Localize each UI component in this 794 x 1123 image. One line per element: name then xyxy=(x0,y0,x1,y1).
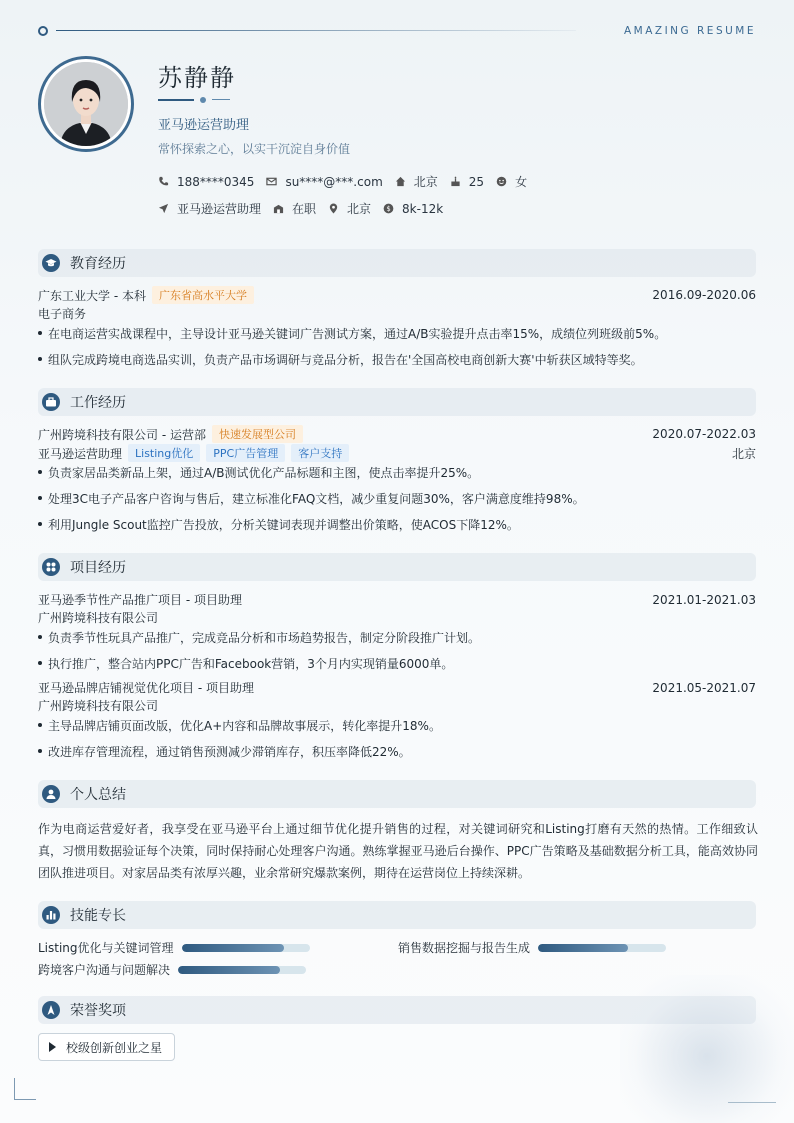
project-date: 2021.05-2021.07 xyxy=(652,680,756,695)
education-bullet: 组队完成跨境电商选品实训，负责产品市场调研与竞品分析，报告在'全国高校电商创新大赛'中斩获区域特等奖。 xyxy=(38,351,756,368)
skill-bar-fill xyxy=(182,944,284,952)
phone-value: 188****0345 xyxy=(177,174,255,189)
intent-job-item xyxy=(158,200,261,217)
user-icon xyxy=(42,785,60,803)
status-value: 在职 xyxy=(292,202,317,216)
age-item xyxy=(450,175,484,189)
work-bullet: 负责家居品类新品上架，通过A/B测试优化产品标题和主图，使点击率提升25%。 xyxy=(38,464,756,481)
summary-text: 作为电商运营爱好者，我享受在亚马逊平台上通过细节优化提升销售的过程，对关键词研究和Listing打磨有天然的热情。工作细致认真，习惯用数据验证每个决策，同时保持耐心处理客户沟通。熟练掌握亚马逊后台操作、PPC广告策略及基础数据分析工具，能高效协同团队推进项目。对家居品类有浓厚兴趣，业余常研究爆款案例，期待在运营岗位上持续深耕。 xyxy=(38,822,758,880)
project-company: 广州跨境科技有限公司 xyxy=(38,699,159,713)
project-bullet: 执行推广，整合站内PPC广告和Facebook营销，3个月内实现销量6000单。 xyxy=(38,655,756,672)
section-education-header xyxy=(38,249,756,277)
salary-item xyxy=(383,202,443,216)
section-skills-header xyxy=(38,901,756,929)
skill-bar xyxy=(182,944,310,952)
email-value: su****@***.com xyxy=(285,174,383,189)
top-decoration xyxy=(38,26,756,38)
decorative-blur xyxy=(620,975,794,1123)
home-item xyxy=(395,173,438,190)
section-summary-header xyxy=(38,780,756,808)
project-company-line xyxy=(38,697,756,714)
project-date: 2021.01-2021.03 xyxy=(652,592,756,607)
building-icon xyxy=(273,203,284,214)
location-item xyxy=(328,200,371,217)
honor-label: 校级创新创业之星 xyxy=(66,1040,163,1055)
project-bullet: 改进库存管理流程，通过销售预测减少滞销库存，积压率降低22%。 xyxy=(38,743,756,760)
project-title: 亚马逊品牌店铺视觉优化项目 - 项目助理 xyxy=(38,681,254,695)
work-date: 2020.07-2022.03 xyxy=(652,427,756,441)
skill-name: Listing优化与关键词管理 xyxy=(38,941,174,955)
skill-item xyxy=(38,961,306,978)
corner-line-decoration xyxy=(728,1102,776,1103)
work-bullet: 处理3C电子产品客户咨询与售后，建立标准化FAQ文档，减少重复问题30%，客户满意度维持98%。 xyxy=(38,490,756,507)
send-icon xyxy=(158,203,169,214)
education-school-line xyxy=(38,286,756,304)
gender-item xyxy=(496,173,527,190)
location-value: 北京 xyxy=(347,202,372,216)
circle-icon xyxy=(38,26,48,36)
phone-icon xyxy=(158,176,169,187)
honor-item xyxy=(38,1033,175,1061)
work-bullet: 利用Jungle Scout监控广告投放，分析关键词表现并调整出价策略，使ACOS下降12%。 xyxy=(38,516,756,533)
skill-tag: Listing优化 xyxy=(128,444,200,462)
project-company: 广州跨境科技有限公司 xyxy=(38,611,159,625)
divider xyxy=(56,30,576,31)
skill-item xyxy=(398,939,666,956)
triangle-right-icon xyxy=(49,1042,56,1052)
corner-decoration xyxy=(14,1078,36,1100)
project-title: 亚马逊季节性产品推广项目 - 项目助理 xyxy=(38,593,242,607)
intent-job-value: 亚马逊运营助理 xyxy=(177,202,262,216)
age-value: 25 xyxy=(468,174,485,189)
education-bullet: 在电商运营实战课程中，主导设计亚马逊关键词广告测试方案，通过A/B实验提升点击率15%，成绩位列班级前5%。 xyxy=(38,325,756,342)
section-title: 技能专长 xyxy=(70,908,126,924)
money-icon xyxy=(383,203,394,214)
project-company-line xyxy=(38,609,756,626)
motto: 常怀探索之心，以实干沉淀自身价值 xyxy=(158,142,351,156)
smile-icon xyxy=(496,176,507,187)
location-pin-icon xyxy=(328,203,339,214)
mail-icon xyxy=(266,176,277,187)
grid-icon xyxy=(42,558,60,576)
section-title: 工作经历 xyxy=(70,395,126,411)
section-title: 荣誉奖项 xyxy=(70,1003,126,1019)
company-tag: 快速发展型公司 xyxy=(212,425,303,443)
section-title: 教育经历 xyxy=(70,256,126,272)
work-company-line xyxy=(38,425,756,443)
skill-bar xyxy=(178,966,306,974)
svg-text:$: $ xyxy=(386,204,391,213)
section-title: 项目经历 xyxy=(70,560,126,576)
phone-item xyxy=(158,175,254,189)
job-title: 亚马逊运营助理 xyxy=(158,118,250,133)
skill-bar-fill xyxy=(538,944,628,952)
person-photo-icon xyxy=(44,62,128,146)
project-bullet: 主导品牌店铺页面改版，优化A+内容和品牌故事展示，转化率提升18%。 xyxy=(38,717,756,734)
salary-value: 8k-12k xyxy=(402,201,444,216)
major: 电子商务 xyxy=(38,307,87,321)
project-title-line xyxy=(38,679,756,696)
brand-text: AMAZING RESUME xyxy=(623,25,756,37)
status-item xyxy=(273,200,316,217)
section-projects-header xyxy=(38,553,756,581)
briefcase-icon xyxy=(42,393,60,411)
skill-bar xyxy=(538,944,666,952)
skill-name: 销售数据挖掘与报告生成 xyxy=(398,941,531,955)
home-icon xyxy=(395,176,406,187)
work-role: 亚马逊运营助理 xyxy=(38,446,123,461)
home-value: 北京 xyxy=(413,175,438,189)
candidate-name: 苏静静 xyxy=(158,64,236,92)
gender-value: 女 xyxy=(515,175,528,189)
school-tag: 广东省高水平大学 xyxy=(152,286,254,304)
project-title-line xyxy=(38,591,756,608)
skill-item xyxy=(38,939,310,956)
school-name: 广东工业大学 - 本科 xyxy=(38,288,146,303)
cake-icon xyxy=(450,176,461,187)
section-work-header xyxy=(38,388,756,416)
name-decoration xyxy=(158,96,238,104)
section-title: 个人总结 xyxy=(70,787,126,803)
email-item xyxy=(266,175,382,189)
education-date: 2016.09-2020.06 xyxy=(652,288,756,302)
education-major-line xyxy=(38,305,756,322)
award-icon xyxy=(42,1001,60,1019)
avatar-photo xyxy=(44,62,128,146)
bar-chart-icon xyxy=(42,906,60,924)
skill-name: 跨境客户沟通与问题解决 xyxy=(38,963,171,977)
project-bullet: 负责季节性玩具产品推广，完成竞品分析和市场趋势报告，制定分阶段推广计划。 xyxy=(38,629,756,646)
work-role-line xyxy=(38,444,756,462)
avatar xyxy=(38,56,134,152)
contact-row xyxy=(158,173,539,190)
graduation-cap-icon xyxy=(42,254,60,272)
skill-bar-fill xyxy=(178,966,280,974)
skill-tag: 客户支持 xyxy=(291,444,349,462)
work-city: 北京 xyxy=(731,446,756,461)
skill-tag: PPC广告管理 xyxy=(206,444,285,462)
work-company: 广州跨境科技有限公司 - 运营部 xyxy=(38,427,206,442)
intent-row xyxy=(158,200,455,217)
